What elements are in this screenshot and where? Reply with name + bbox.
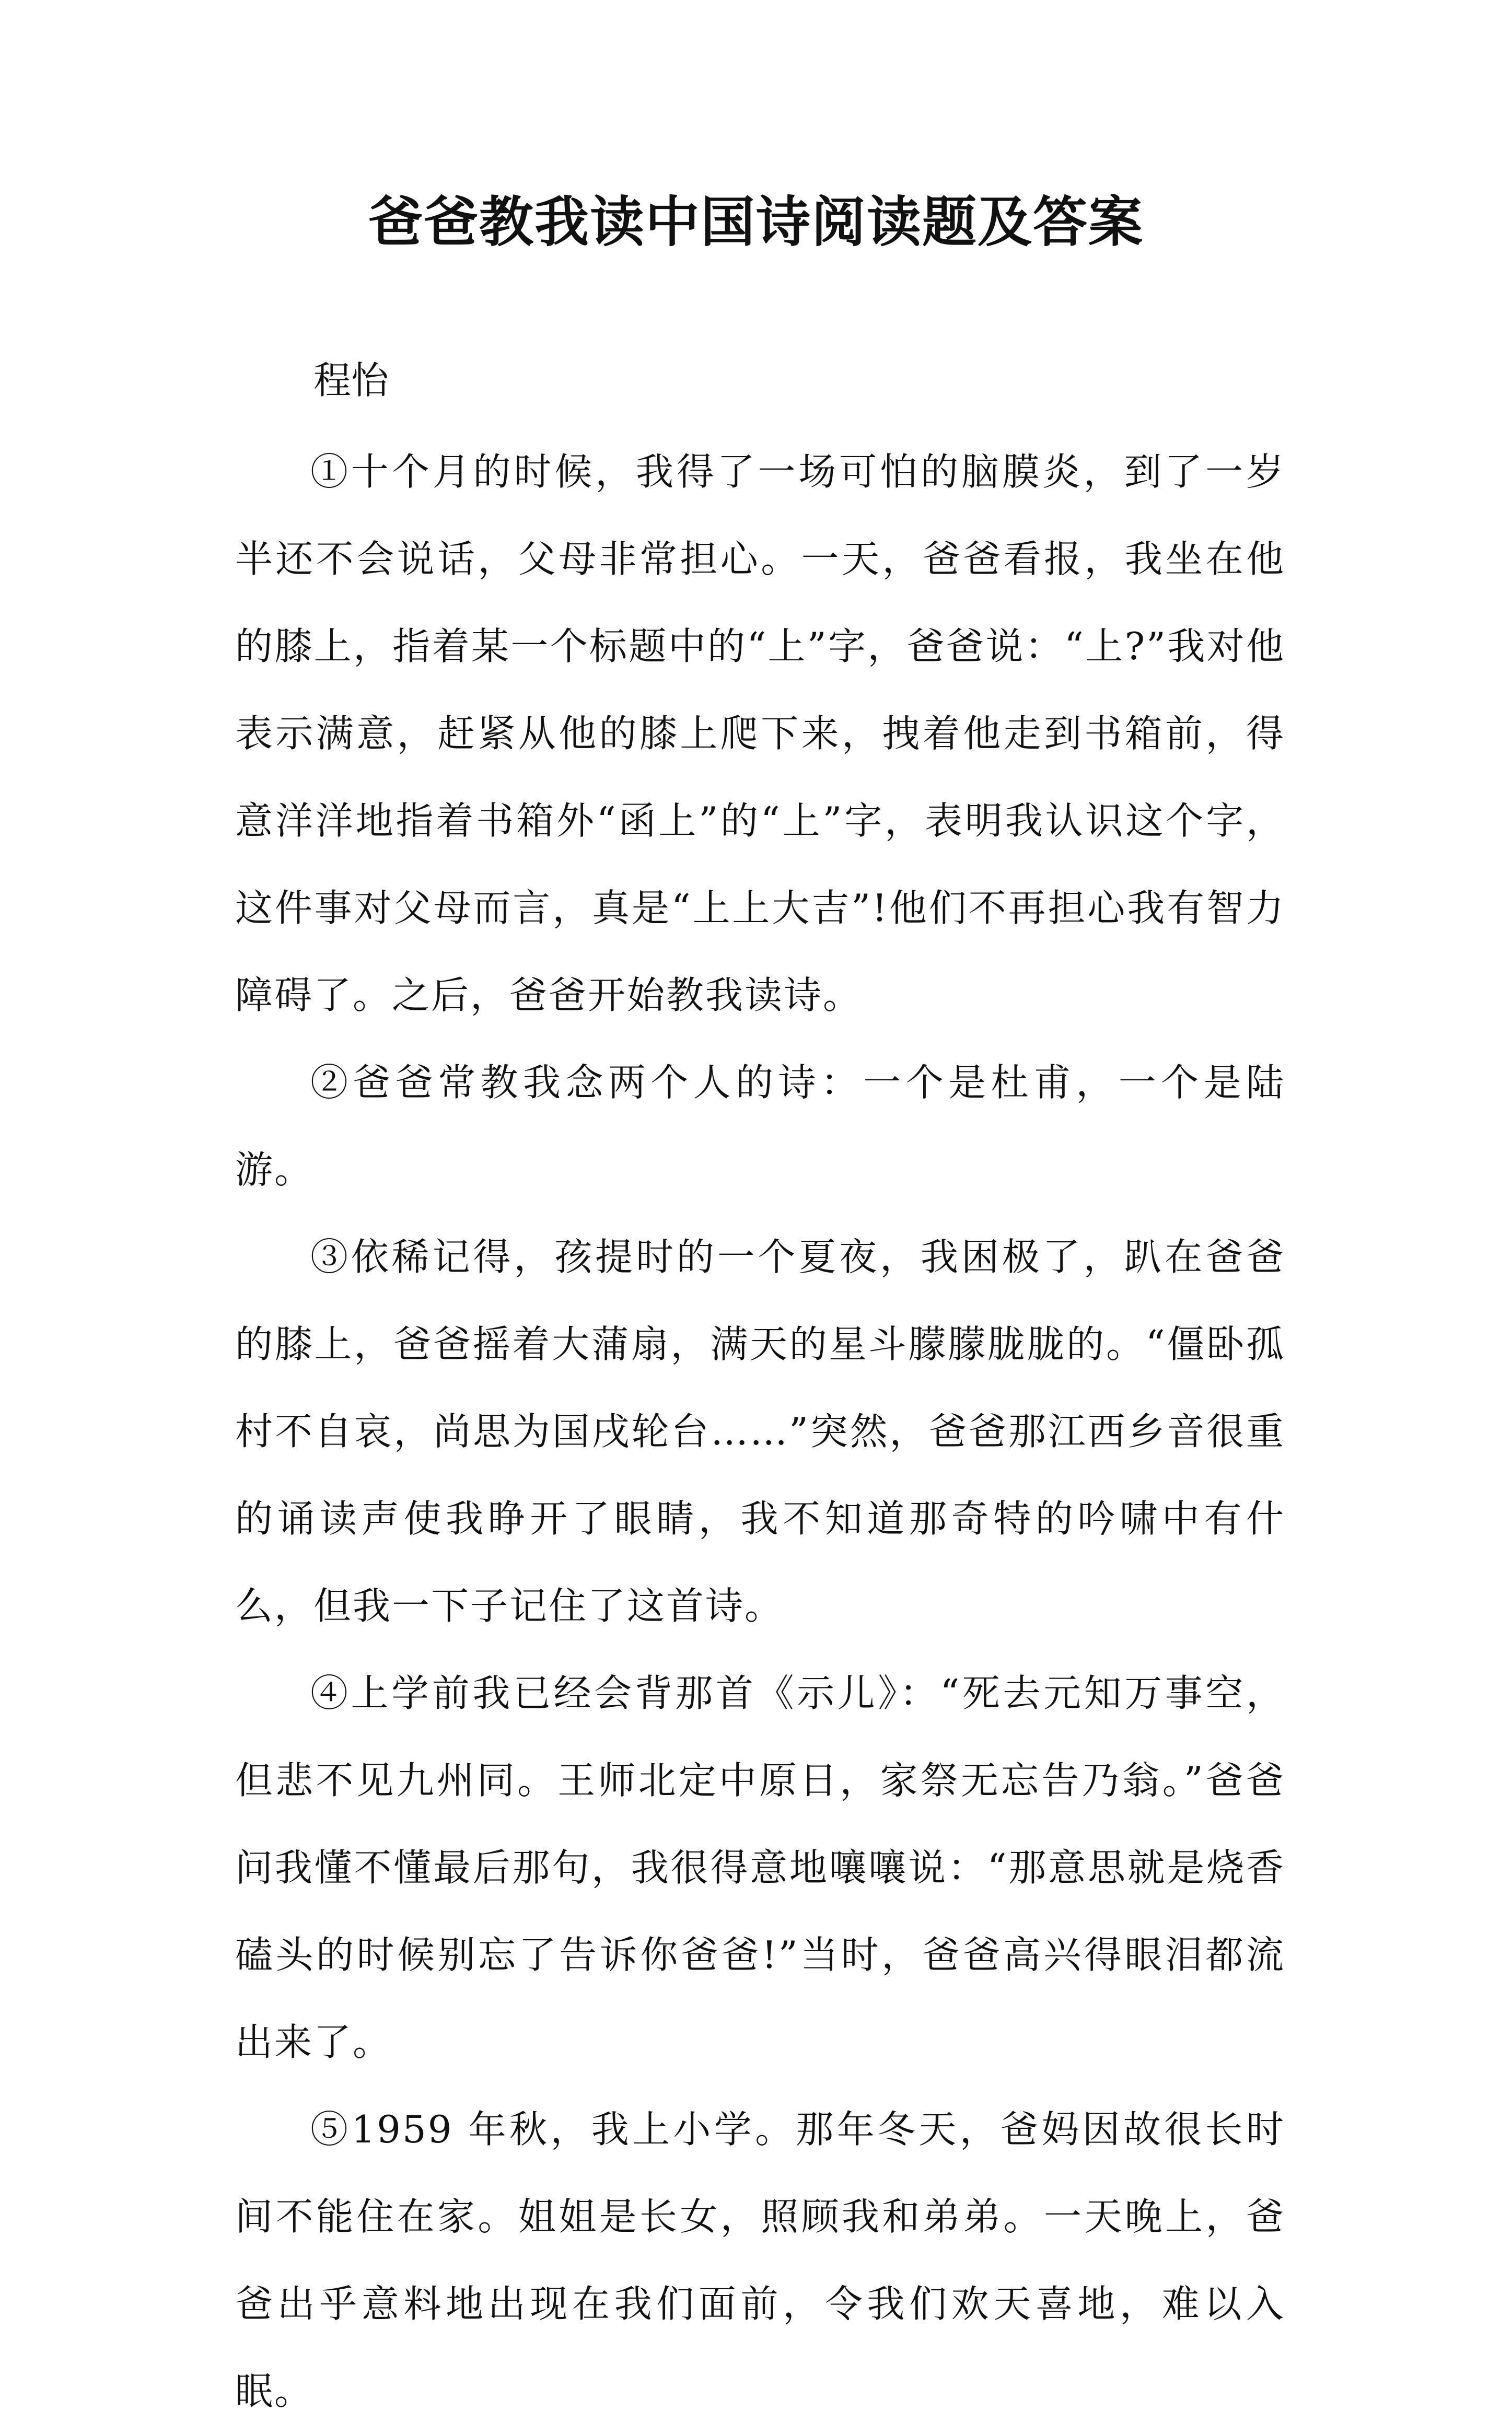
paragraph-4: ④上学前我已经会背那首《示儿》：“死去元知万事空，但悲不见九州同。王师北定中原日，家祭无忘告乃翁。”爸爸问我懂不懂最后那句，我很得意地嚷嚷说：“那意思就是烧香磕头的时候别忘了告诉你爸爸!”当时，爸爸高兴得眼泪都流出来了。: [235, 1671, 1285, 2064]
document-title: 爸爸教我读中国诗阅读题及答案: [368, 190, 1144, 254]
article-body: [235, 428, 1285, 2435]
paragraph-5: ⑤1959 年秋，我上小学。那年冬天，爸妈因故很长时间不能住在家。姐姐是长女，照顾我和弟弟。一天晚上，爸爸出乎意料地出现在我们面前，令我们欢天喜地，难以入眠。: [235, 2107, 1285, 2413]
paragraph-2: ②爸爸常教我念两个人的诗：一个是杜甫，一个是陆游。: [235, 1061, 1285, 1192]
author-name: 程怡: [313, 358, 389, 402]
paragraph-1: ①十个月的时候，我得了一场可怕的脑膜炎，到了一岁半还不会说话，父母非常担心。一天，爸爸看报，我坐在他的膝上，指着某一个标题中的“上”字，爸爸说：“上?”我对他表示满意，赶紧从他的膝上爬下来，拽着他走到书箱前，得意洋洋地指着书箱外“函上”的“上”字，表明我认识这个字，这件事对父母而言，真是“上上大吉”!他们不再担心我有智力障碍了。之后，爸爸开始教我读诗。: [235, 450, 1285, 1017]
paragraph-3: ③依稀记得，孩提时的一个夏夜，我困极了，趴在爸爸的膝上，爸爸摇着大蒲扇，满天的星斗朦朦胧胧的。“僵卧孤村不自哀，尚思为国戌轮台……”突然，爸爸那江西乡音很重的诵读声使我睁开了眼睛，我不知道那奇特的吟啸中有什么，但我一下子记住了这首诗。: [235, 1235, 1285, 1628]
